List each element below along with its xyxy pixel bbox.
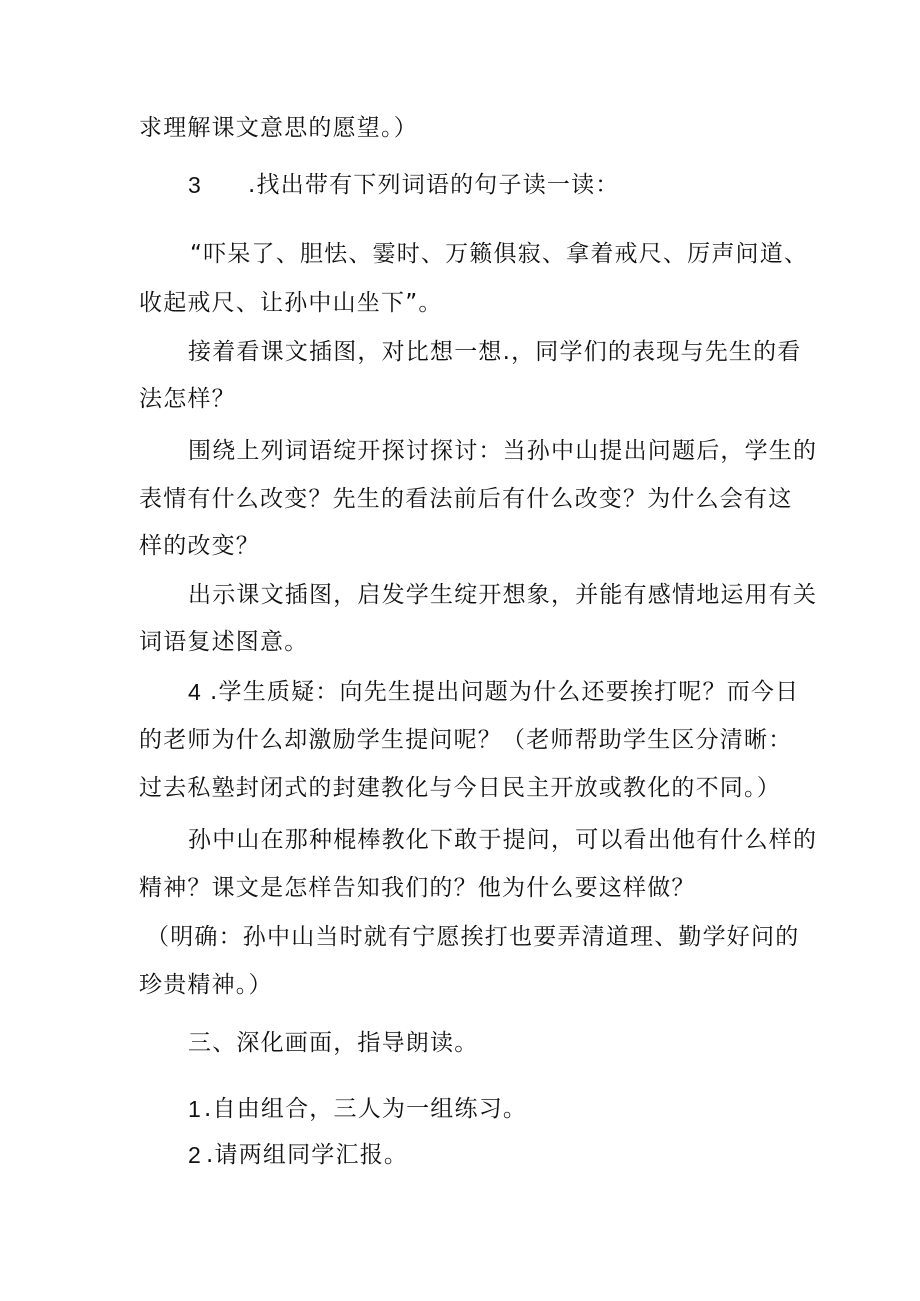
paragraph-line: 过去私塾封闭式的封建教化与今日民主开放或教化的不同。） [139,775,781,801]
paragraph-line: “吓呆了、胆怯、霎时、万籁俱寂、拿着戒尺、厉声问道、 [190,241,809,267]
section-heading: 三、深化画面，指导朗读。 [188,1030,479,1056]
paragraph-line: 法怎样？ [139,386,236,412]
list-item-text: .自由组合，三人为一组练习。 [204,1096,528,1122]
paragraph-line: 词语复述图意。 [139,629,309,655]
paragraph-line: 珍贵精神。） [139,972,273,998]
paragraph-line: 表情有什么改变？先生的看法前后有什么改变？为什么会有这 [139,486,793,512]
paragraph-line: 孙中山在那种棍棒教化下敢于提问，可以看出他有什么样的 [188,827,818,853]
list-number: 2 [188,1142,201,1168]
paragraph-line: 接着看课文插图，对比想一想.，同学们的表现与先生的看 [188,339,802,365]
list-number: 3 [188,172,201,198]
paragraph-line: 精神？课文是怎样告知我们的？他为什么要这样做？ [139,875,696,901]
paragraph-line: 的老师为什么却激励学生提问呢？（老师帮助学生区分清晰： [139,727,793,753]
list-number: 1 [188,1096,201,1122]
paragraph-line: 出示课文插图，启发学生绽开想象，并能有感情地运用有关 [188,582,818,608]
paragraph-line: 围绕上列词语绽开探讨探讨：当孙中山提出问题后，学生的 [188,438,818,464]
paragraph-line: （明确：孙中山当时就有宁愿挨打也要弄清道理、勤学好问的 [146,924,800,950]
paragraph-line: 求理解课文意思的愿望。） [139,115,418,141]
paragraph-line: 样的改变？ [139,533,260,559]
list-number: 4 [188,679,201,705]
list-item-text: .学生质疑：向先生提出问题为什么还要挨打呢？而今日 [210,679,800,705]
list-item-text: .请两组同学汇报。 [206,1142,409,1168]
paragraph-line: 收起戒尺、让孙中山坐下”。 [139,290,443,316]
list-item-text: .找出带有下列词语的句子读一读： [248,172,620,198]
